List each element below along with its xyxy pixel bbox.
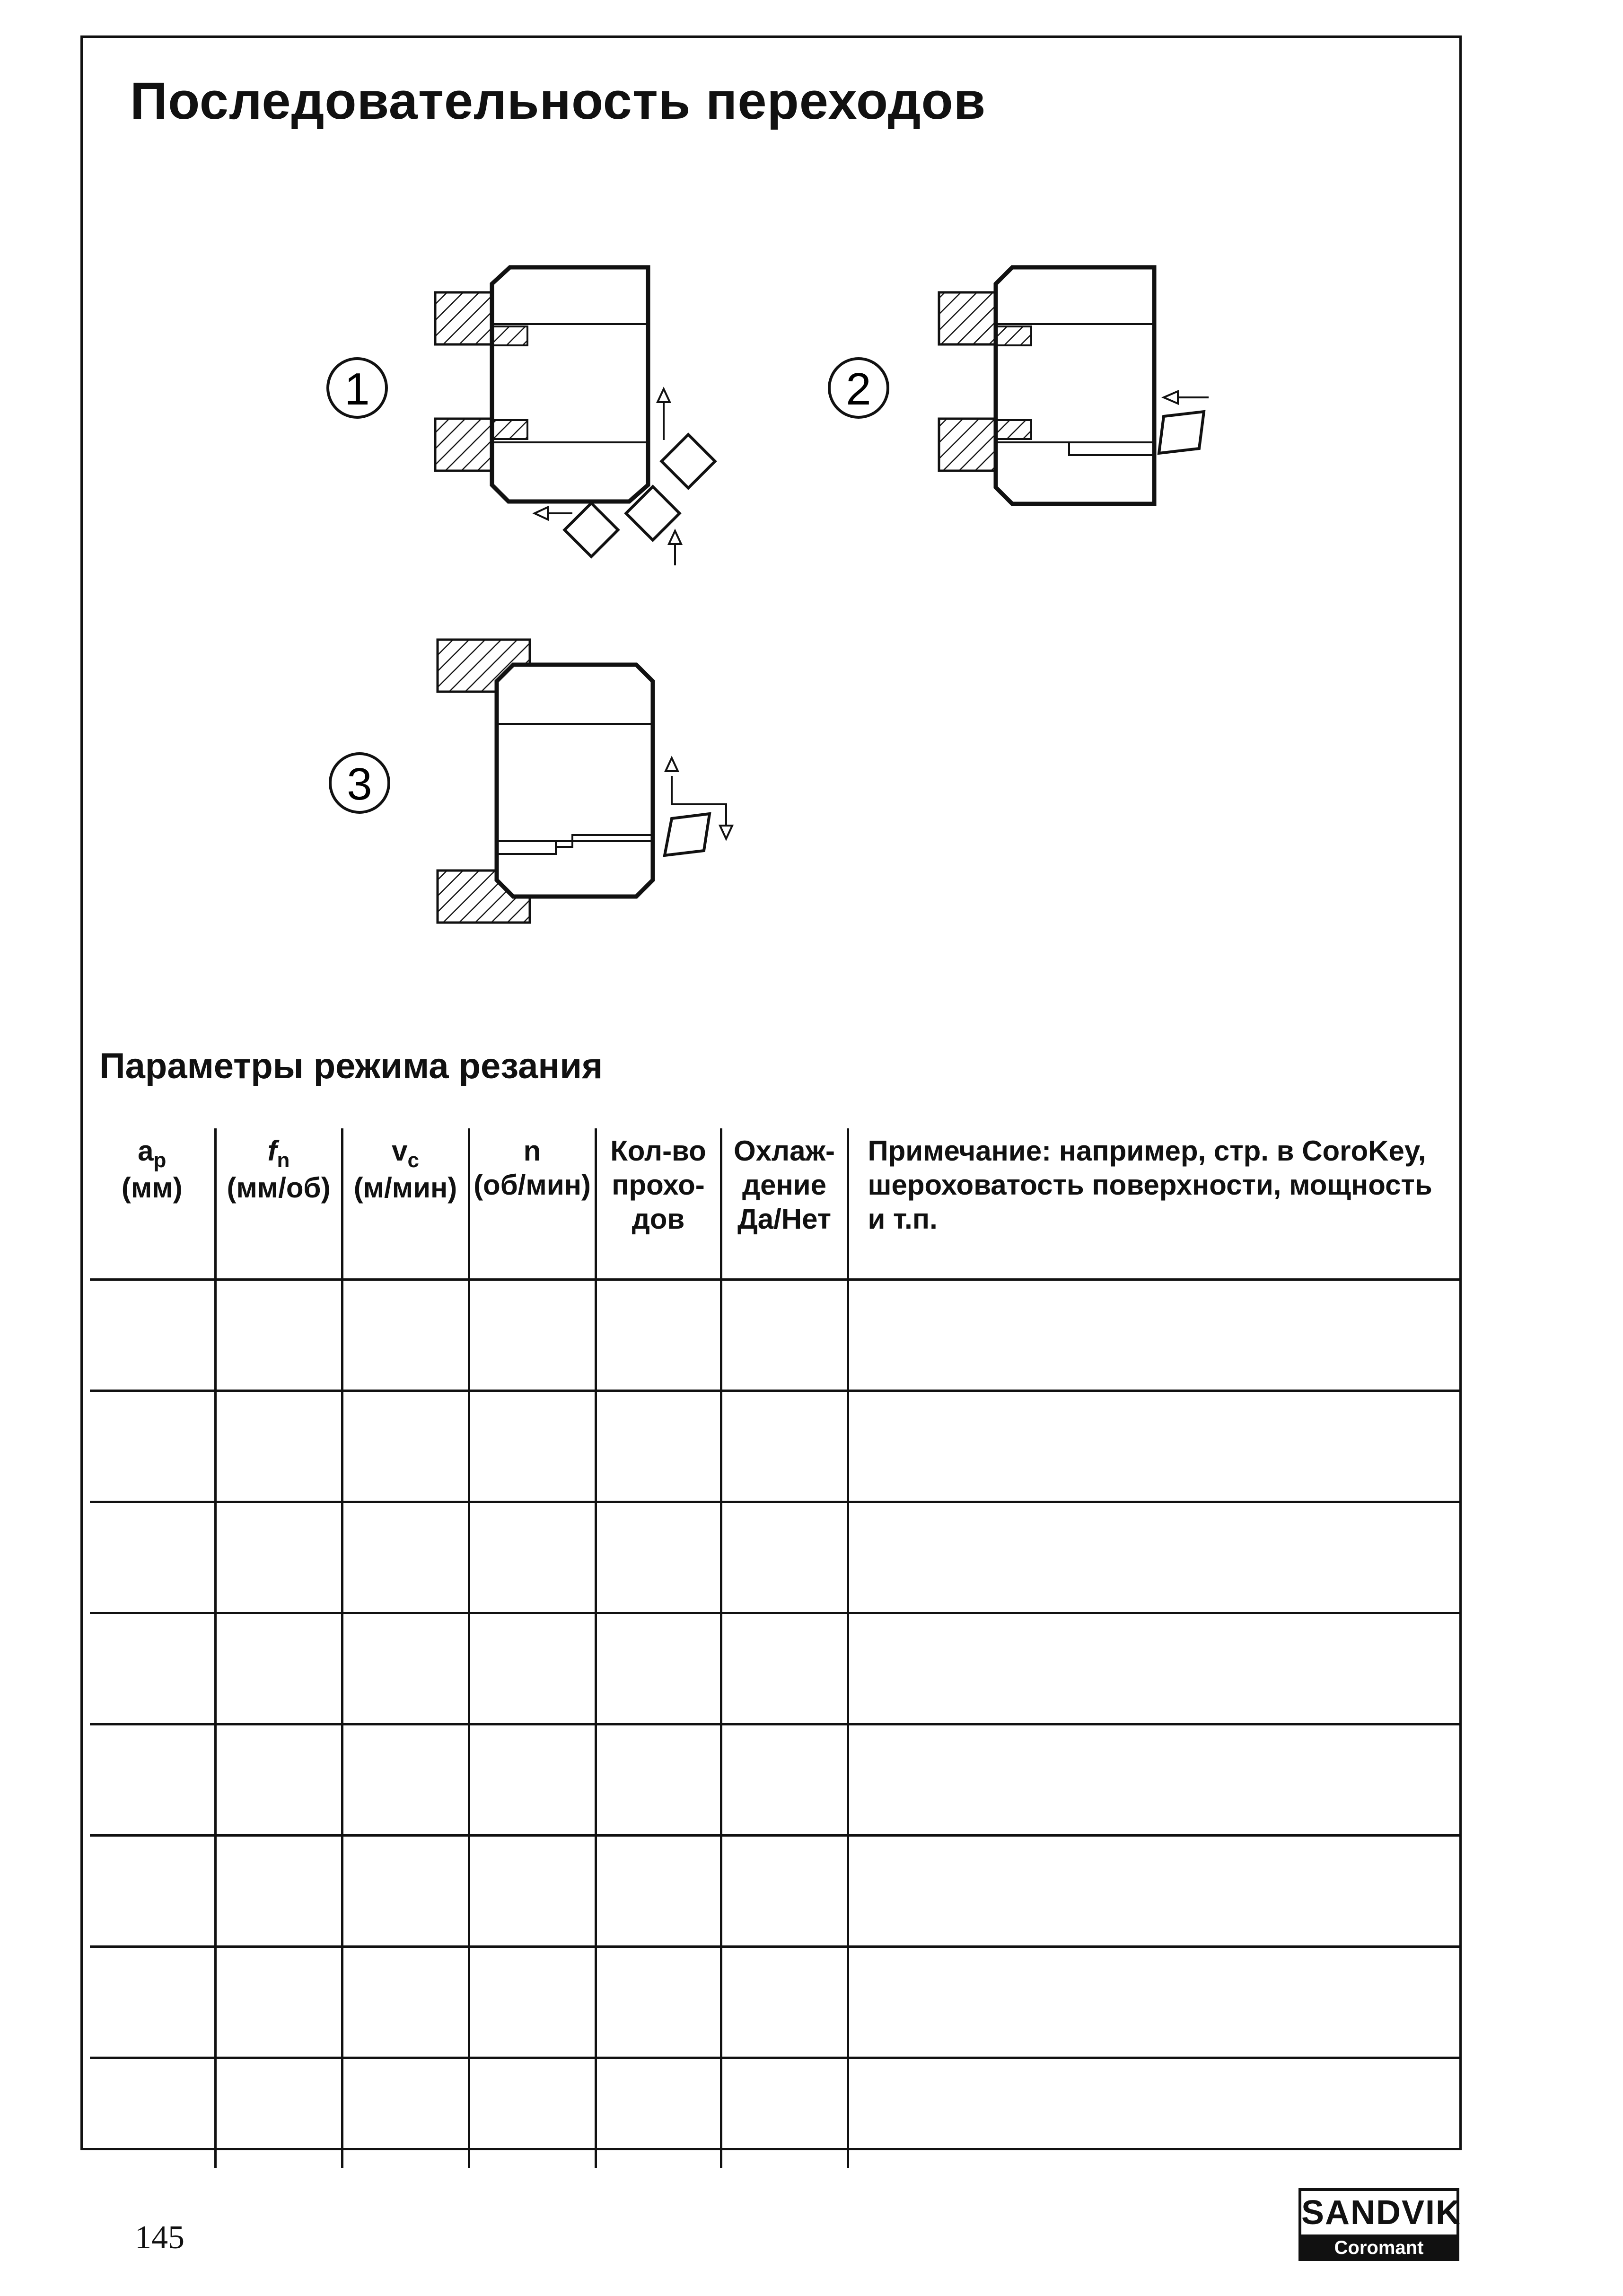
feed-arrow-icon (1164, 391, 1209, 404)
table-row (90, 2058, 1462, 2168)
column-header-vc: $v_c$ (м/мин) (342, 1128, 469, 1280)
chuck-jaw-lower-icon (435, 419, 492, 471)
table-cell[interactable] (596, 1724, 721, 1836)
table-cell[interactable] (90, 1836, 215, 1947)
table-cell[interactable] (342, 1947, 469, 2058)
logo-sub: Coromant (1298, 2234, 1459, 2261)
table-cell[interactable] (469, 1613, 596, 1724)
workpiece-2 (996, 267, 1154, 504)
workpiece-3 (497, 665, 653, 897)
column-header-passes: Кол-во прохо- дов (596, 1128, 721, 1280)
table-cell[interactable] (469, 1502, 596, 1613)
feed-arrow-icon (658, 389, 670, 440)
column-header-coolant: Охлаж- дение Да/Нет (721, 1128, 848, 1280)
table-cell[interactable] (342, 1613, 469, 1724)
table-cell[interactable] (342, 1280, 469, 1391)
table-cell[interactable] (721, 1280, 848, 1391)
table-cell[interactable] (90, 1947, 215, 2058)
column-header-ap: $a_p$ (мм) (90, 1128, 215, 1280)
table-cell[interactable] (342, 1502, 469, 1613)
table-cell[interactable] (848, 1836, 1462, 1947)
table-cell[interactable] (90, 1724, 215, 1836)
cutting-insert-icon (564, 503, 618, 556)
step-3-label: 3 (347, 759, 372, 809)
table-cell[interactable] (342, 1836, 469, 1947)
table-cell[interactable] (596, 1947, 721, 2058)
step-2-label: 2 (846, 364, 871, 414)
table-cell[interactable] (721, 2058, 848, 2168)
table-cell[interactable] (596, 1836, 721, 1947)
table-cell[interactable] (215, 2058, 342, 2168)
table-cell[interactable] (721, 1391, 848, 1502)
column-header-n: n (об/мин) (469, 1128, 596, 1280)
table-cell[interactable] (342, 1391, 469, 1502)
operation-sequence-diagram (0, 0, 1623, 1041)
table-cell[interactable] (469, 2058, 596, 2168)
cutting-parameters-table (90, 1128, 1462, 2168)
table-cell[interactable] (596, 1391, 721, 1502)
table-cell[interactable] (215, 1947, 342, 2058)
table-header-row (90, 1128, 1462, 1280)
table-cell[interactable] (469, 1724, 596, 1836)
step-2-drawing (829, 267, 1209, 504)
page-title: Последовательность переходов (130, 72, 986, 130)
chuck-jaw-upper-icon (435, 292, 492, 344)
table-cell[interactable] (596, 2058, 721, 2168)
table-body (90, 1280, 1462, 2168)
table-row (90, 1947, 1462, 2058)
step-1-drawing (328, 267, 715, 565)
feed-arrow-icon (669, 531, 681, 565)
table-row (90, 1613, 1462, 1724)
table-cell[interactable] (215, 1724, 342, 1836)
table-cell[interactable] (469, 1391, 596, 1502)
table-cell[interactable] (469, 1280, 596, 1391)
table-cell[interactable] (90, 2058, 215, 2168)
chuck-jaw-lower-icon (939, 419, 996, 471)
chuck-jaw-upper-icon (939, 292, 996, 344)
feed-arrow-icon (535, 507, 572, 519)
table-cell[interactable] (90, 1613, 215, 1724)
cutting-insert-icon (665, 814, 710, 855)
table-cell[interactable] (596, 1280, 721, 1391)
page-number: 145 (135, 2219, 184, 2256)
table-row (90, 1836, 1462, 1947)
table-cell[interactable] (596, 1613, 721, 1724)
table-cell[interactable] (596, 1502, 721, 1613)
cutting-insert-icon (1159, 412, 1204, 453)
table-cell[interactable] (215, 1280, 342, 1391)
table-cell[interactable] (90, 1280, 215, 1391)
table-cell[interactable] (721, 1613, 848, 1724)
table-cell[interactable] (342, 1724, 469, 1836)
table-cell[interactable] (721, 1724, 848, 1836)
logo-brand: SANDVIK (1298, 2188, 1459, 2234)
table-cell[interactable] (90, 1502, 215, 1613)
sandvik-logo (1298, 2188, 1462, 2264)
column-header-remark: Примечание: например, стр. в CoroKey, шероховатость поверхности, мощность и т.п. (848, 1128, 1462, 1280)
table-cell[interactable] (848, 1502, 1462, 1613)
table-cell[interactable] (721, 1947, 848, 2058)
table-cell[interactable] (848, 1280, 1462, 1391)
column-header-fn: $f_n$ (мм/об) (215, 1128, 342, 1280)
table-cell[interactable] (848, 1724, 1462, 1836)
step-1-label: 1 (344, 364, 370, 414)
table-cell[interactable] (90, 1391, 215, 1502)
table-row (90, 1724, 1462, 1836)
table-cell[interactable] (848, 1947, 1462, 2058)
table-cell[interactable] (215, 1836, 342, 1947)
table-cell[interactable] (469, 1836, 596, 1947)
table-cell[interactable] (721, 1502, 848, 1613)
table-cell[interactable] (469, 1947, 596, 2058)
table-cell[interactable] (721, 1836, 848, 1947)
workpiece-1 (492, 267, 648, 501)
table-row (90, 1391, 1462, 1502)
table-cell[interactable] (848, 1391, 1462, 1502)
step-3-drawing (330, 640, 732, 923)
table-row (90, 1502, 1462, 1613)
table-cell[interactable] (342, 2058, 469, 2168)
section-subtitle: Параметры режима резания (99, 1046, 603, 1086)
table-cell[interactable] (215, 1502, 342, 1613)
table-cell[interactable] (215, 1613, 342, 1724)
table-cell[interactable] (215, 1391, 342, 1502)
table-row (90, 1280, 1462, 1391)
table-cell[interactable] (848, 2058, 1462, 2168)
table-cell[interactable] (848, 1613, 1462, 1724)
cutting-insert-icon (661, 434, 715, 488)
